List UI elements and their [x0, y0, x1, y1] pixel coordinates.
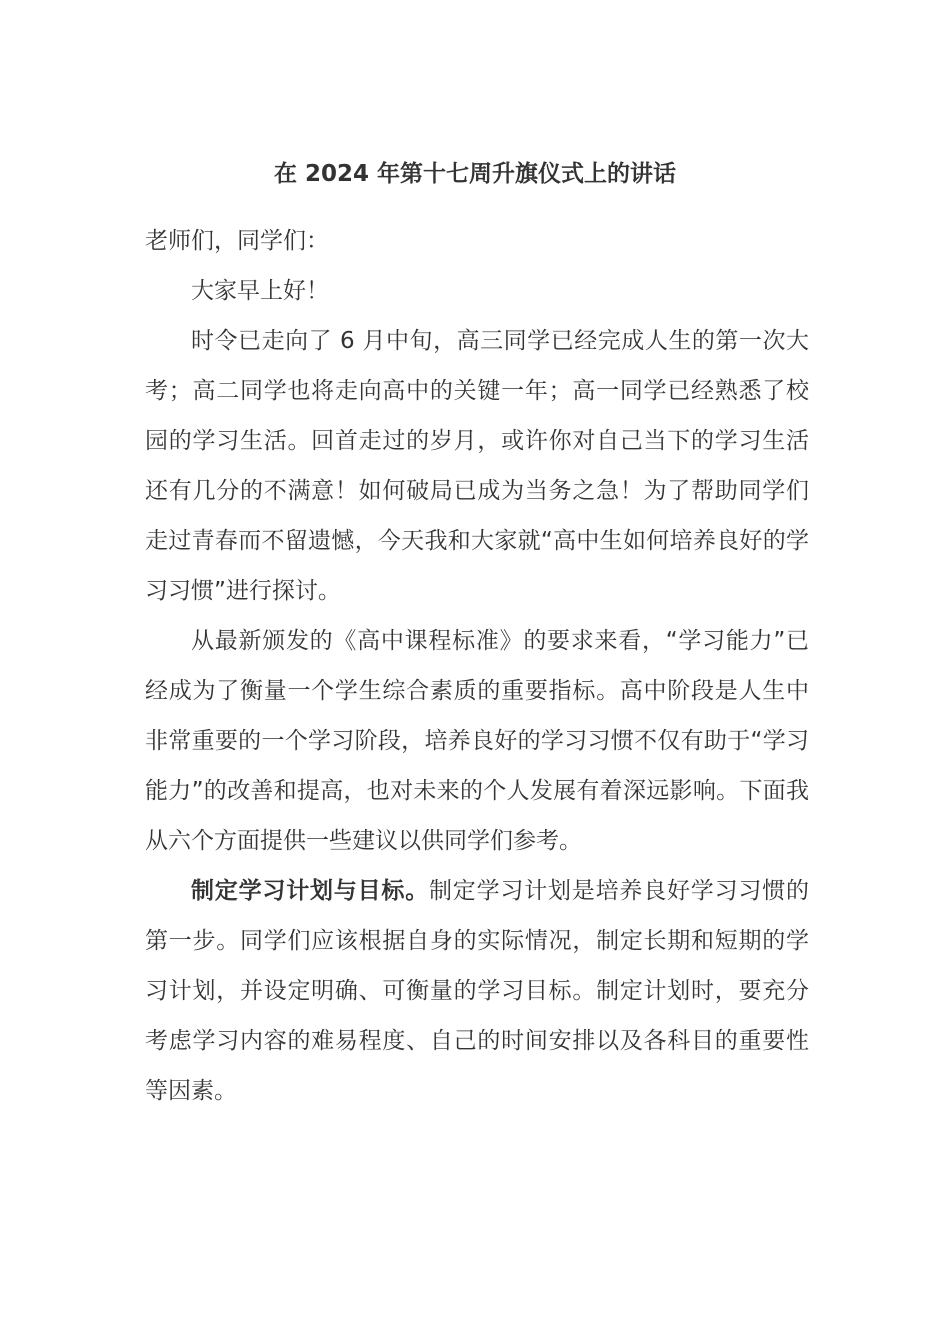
paragraph-curriculum: 从最新颁发的《高中课程标准》的要求来看，“学习能力”已经成为了衡量一个学生综合素质的重要指标。高中阶段是人生中非常重要的一个学习阶段，培养良好的学习习惯不仅有助于“学习能力”的改善和提高，也对未来的个人发展有着深远影响。下面我从六个方面提供一些建议以供同学们参考。 — [145, 628, 809, 854]
salutation: 老师们，同学们： — [145, 228, 329, 254]
document-body — [145, 216, 809, 1116]
study-plan-heading: 制定学习计划与目标。 — [191, 878, 429, 904]
document-title: 在 2024 年第十七周升旗仪式上的讲话 — [273, 161, 677, 187]
greeting: 大家早上好！ — [191, 278, 329, 304]
study-plan-text: 制定学习计划是培养良好学习习惯的第一步。同学们应该根据自身的实际情况，制定长期和短期的学习计划，并设定明确、可衡量的学习目标。制定计划时，要充分考虑学习内容的难易程度、自己的时间安排以及各科目的重要性等因素。 — [145, 878, 810, 1104]
paragraph-study-plan — [145, 866, 809, 1116]
paragraph-opening: 时令已走向了 6 月中旬，高三同学已经完成人生的第一次大考；高二同学也将走向高中的关键一年；高一同学已经熟悉了校园的学习生活。回首走过的岁月，或许你对自己当下的学习生活还有几分的不满意！如何破局已成为当务之急！为了帮助同学们走过青春而不留遗憾，今天我和大家就“高中生如何培养良好的学习习惯”进行探讨。 — [145, 328, 809, 604]
